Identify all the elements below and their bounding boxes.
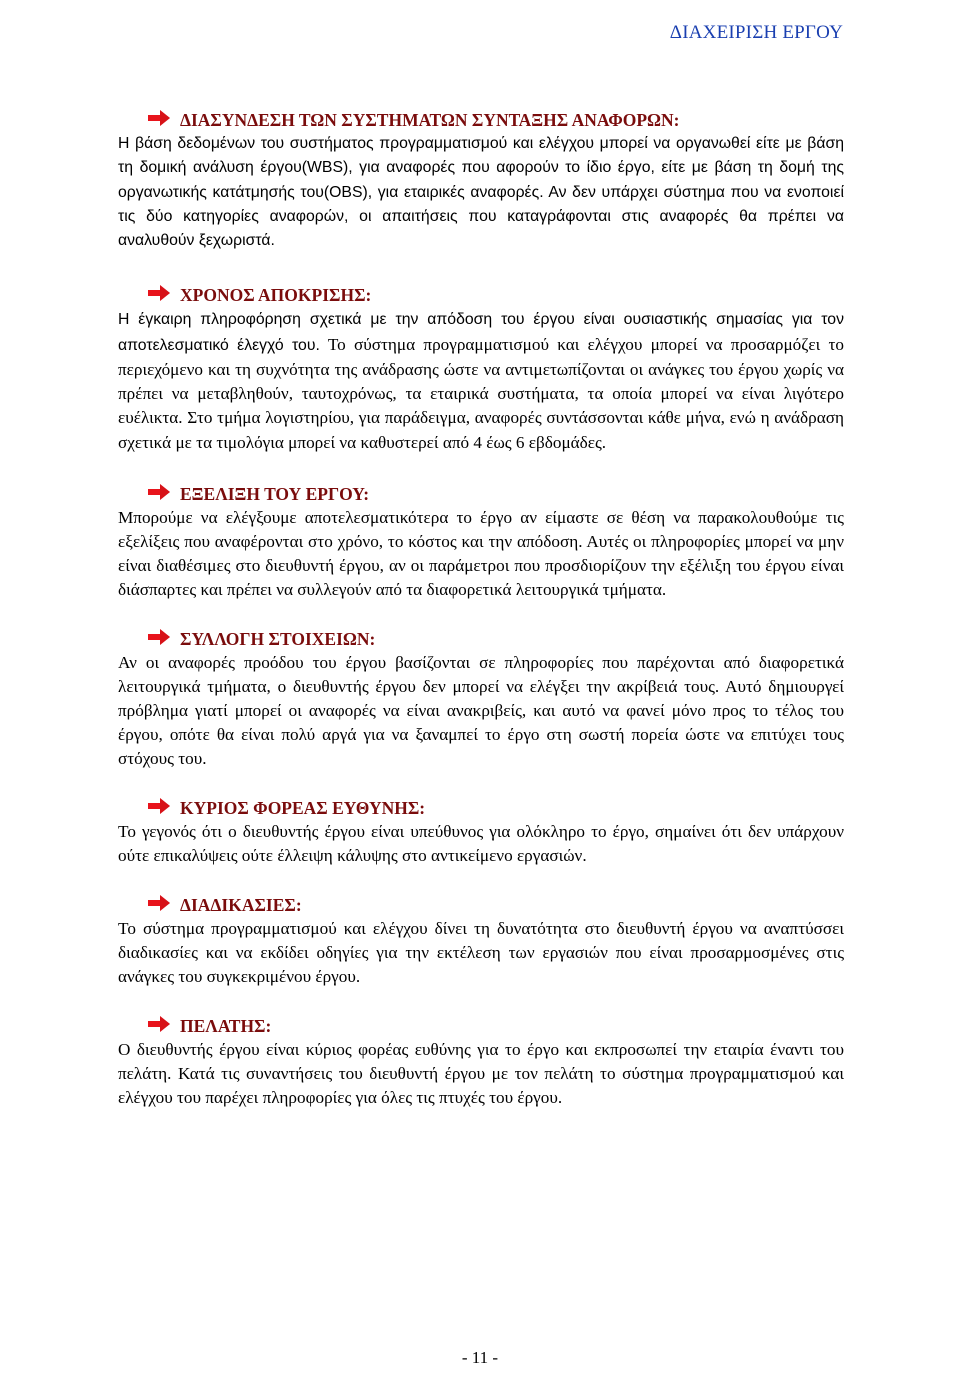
section-text: Ο διευθυντής έργου είναι κύριος φορέας ευθύνης για το έργο και εκπροσωπεί την εταιρία έναντι του πελάτη. Κατά τις συναντήσεις του διευθυντή έργου με τον πελάτη το σύστημα προγραμματισμού και ελέγχου του παρέχει πληροφορίες για όλες τις πτυχές του έργου. (118, 1039, 844, 1107)
red-arrow-icon (148, 110, 170, 126)
document-body (118, 108, 844, 1110)
section-heading: ΕΞΕΛΙΞΗ ΤΟΥ ΕΡΓΟΥ: (180, 483, 370, 504)
running-header-title: ΔΙΑΧΕΙΡΙΣΗ ΕΡΓΟΥ (669, 22, 843, 43)
section-text (118, 307, 844, 454)
section-heading: ΧΡΟΝΟΣ ΑΠΟΚΡΙΣΗΣ: (180, 285, 372, 306)
red-arrow-icon (148, 285, 170, 301)
page-number: - 11 - (461, 1348, 499, 1367)
red-arrow-icon (148, 484, 170, 500)
section-reporting-integration (118, 108, 844, 253)
section-text: Το σύστημα προγραμματισμού και ελέγχου δίνει τη δυνατότητα στο διευθυντή έργου να αναπτύσσει διαδικασίες και να εκδίδει οδηγίες για την εκτέλεση των εργασιών που είναι προσαρμοσμένες στις ανάγκες του συγκεκριμένου έργου. (118, 918, 844, 987)
section-text-lead: Η έγκαιρη πληροφόρηση σχετικά με την απόδοση του έργου είναι ουσιαστικής σημασίας για τον αποτελεσματικό έλεγχό του. (118, 311, 844, 354)
section-heading: ΚΥΡΙΟΣ ΦΟΡΕΑΣ ΕΥΘΥΝΗΣ: (180, 797, 426, 818)
section-text: Η βάση δεδομένων του συστήματος προγραμματισμού και ελέγχου μπορεί να οργανωθεί είτε με βάση τη δομική ανάλυση έργου(WBS), για αναφορές που αφορούν το ίδιο έργο, είτε με βάση τη δομή της οργανωτικής κατάτμησής του(OBS), για εταιρικές αναφορές. Αν δεν υπάρχει σύστημα που να ενοποιεί τις δύο κατηγορίες αναφορών, οι απαιτήσεις που καταγράφονται στις αναφορές θα πρέπει να αναλυθούν ξεχωριστά. (118, 135, 844, 250)
red-arrow-icon (148, 1016, 170, 1032)
section-heading: ΔΙΑΣΥΝΔΕΣΗ ΤΩΝ ΣΥΣΤΗΜΑΤΩΝ ΣΥΝΤΑΞΗΣ ΑΝΑΦΟΡΩΝ: (180, 110, 680, 130)
red-arrow-icon (148, 629, 170, 645)
red-arrow-icon (148, 895, 170, 911)
section-heading: ΠΕΛΑΤΗΣ: (180, 1015, 272, 1036)
section-text: Αν οι αναφορές προόδου του έργου βασίζονται σε πληροφορίες που παρέχονται από διαφορετικά λειτουργικά τμήματα, ο διευθυντής έργου δεν μπορεί να ελέγξει την ακρίβειά τους. Αυτό δημιουργεί πρόβλημα γιατί μπορεί οι αναφορές να είναι ανακριβείς, και αυτό να φανεί μόνο προς το τέλος του έργου, οπότε θα είναι πολύ αργά για να ξαναμπεί το έργο στη σωστή πορεία ώστε να επιτύχει τους στόχους του. (118, 652, 844, 769)
section-main-responsibility (118, 796, 844, 868)
section-response-time (118, 283, 844, 454)
section-project-progress (118, 482, 844, 603)
section-heading: ΔΙΑΔΙΚΑΣΙΕΣ: (180, 894, 302, 915)
section-client (118, 1014, 844, 1111)
section-text: Το γεγονός ότι ο διευθυντής έργου είναι υπεύθυνος για ολόκληρο το έργο, σημαίνει ότι δεν υπάρχουν ούτε επικαλύψεις ούτε έλλειψη κάλυψης στο αντικείμενο εργασιών. (118, 821, 844, 865)
red-arrow-icon (148, 798, 170, 814)
section-text: Μπορούμε να ελέγξουμε αποτελεσματικότερα το έργο αν είμαστε σε θέση να παρακολουθούμε τις εξελίξεις που αναφέρονται στο χρόνο, το κόστος και την απόδοση. Αυτές οι πληροφορίες μπορεί να μην είναι διαθέσιμες στο διευθυντή έργου, αν οι παράμετροι που προσδιορίζουν την εξέλιξη του έργου είναι διάσπαρτες και πρέπει να συλλεγούν από τα διαφορετικά λειτουργικά τμήματα. (118, 507, 844, 600)
section-procedures (118, 893, 844, 990)
section-heading: ΣΥΛΛΟΓΗ ΣΤΟΙΧΕΙΩΝ: (180, 628, 376, 649)
section-text-rest: Το σύστημα προγραμματισμού και ελέγχου μπορεί να προσαρμόζει το περιεχόμενο και τη συχνότητα της ανάδρασης ώστε να αντιμετωπίζονται οι ανάγκες του έργου χωρίς να πρέπει να μεταβληθούν, ταυτοχρόνως, τα εταιρικά συστήματα, τα οποία μπορεί να είναι λιγότερο ευέλικτα. Στο τμήμα λογιστηρίου, για παράδειγμα, αναφορές συντάσσονται κάθε μήνα, ενώ η ανάδραση σχετικά με τα τιμολόγια μπορεί να καθυστερεί από 4 έως 6 εβδομάδες. (118, 334, 844, 452)
section-data-collection (118, 627, 844, 772)
